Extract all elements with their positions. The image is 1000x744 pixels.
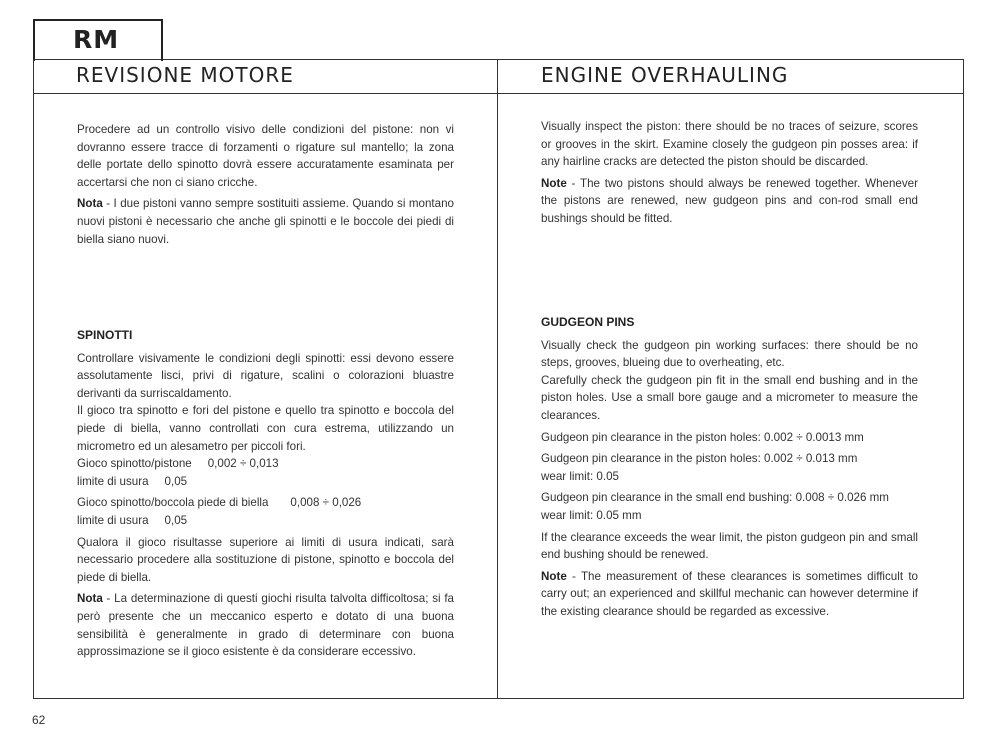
right-check-paragraph: Visually check the gudgeon pin working surfaces: there should be no steps, grooves, blueing due to overheating, etc. (541, 338, 918, 370)
right-note-paragraph (541, 175, 918, 228)
right-fit-paragraph: Carefully check the gudgeon pin fit in the small end bushing and in the piston holes. Use a small bore gauge and a micrometer to measure the clearances. (541, 373, 918, 422)
left-nota2-text: - La determinazione di questi giochi risulta talvolta difficoltosa; si fa però presente che un meccanico esperto e dotato di una buona sensibilità è generalmente in grado di determinare con buona approssimazione se il gioco esistente è da considerare eccessivo. (77, 592, 454, 659)
left-nota-text: - I due pistoni vanno sempre sostituiti assieme. Quando si montano nuovi pistoni è necessario che anche gli spinotti e le boccole dei piedi di biella siano nuovi. (77, 197, 454, 246)
left-column-top (77, 121, 454, 252)
section-code: RM (73, 25, 120, 54)
right-note2-text: - The measurement of these clearances is sometimes difficult to carry out; an experienced and skillful mechanic can however determine if the existing clearance should be regarded as excessive. (541, 569, 918, 618)
right-column-title: ENGINE OVERHAULING (541, 63, 789, 87)
left-nota-label: Nota (77, 197, 103, 211)
left-subheading: SPINOTTI (77, 328, 133, 342)
left-spec1-value: 0,002 ÷ 0,013 (207, 457, 279, 471)
left-clearance-paragraph: Il gioco tra spinotto e fori del pistone e quello tra spinotto e boccola del piede di biella, vanno controllati con cura estrema, utilizzando un micrometro ed un alesametro per piccoli fori. (77, 404, 454, 453)
left-spec2-limit-value: 0,05 (164, 513, 188, 527)
left-spec2-label: Gioco spinotto/boccola piede di biella (77, 496, 269, 510)
right-exceed-paragraph: If the clearance exceeds the wear limit, the piston gudgeon pin and small end bushing should be renewed. (541, 530, 918, 562)
right-subheading: GUDGEON PINS (541, 315, 635, 329)
right-spec3-limit: wear limit: 0.05 mm (541, 508, 642, 522)
right-spec2-limit: wear limit: 0.05 (541, 469, 619, 483)
left-spec2-row (77, 494, 454, 512)
right-column-bottom (541, 314, 918, 625)
left-nota2-label: Nota (77, 592, 103, 606)
left-check-paragraph: Controllare visivamente le condizioni degli spinotti: essi devono essere assolutamente lisci, privi di rigature, scalini o colorazioni bluastre derivanti da surriscaldamento. (77, 351, 454, 400)
left-spec1-limit-label: limite di usura (77, 474, 149, 488)
right-note2-paragraph (541, 568, 918, 621)
left-column-bottom (77, 327, 454, 665)
right-spec1-paragraph: Gudgeon pin clearance in the piston holes: 0.002 ÷ 0.0013 mm (541, 430, 864, 444)
right-note-label: Note (541, 176, 567, 190)
section-tab (33, 19, 163, 61)
left-spec1-label: Gioco spinotto/pistone (77, 457, 192, 471)
left-spec1-limit-row (77, 473, 454, 491)
right-intro-paragraph: Visually inspect the piston: there should be no traces of seizure, scores or grooves in the skirt. Examine closely the gudgeon pin posses area: if any hairline cracks are detected the piston should be discarded. (541, 120, 918, 169)
left-column-title: REVISIONE MOTORE (76, 63, 294, 87)
left-intro-paragraph: Procedere ad un controllo visivo delle condizioni del pistone: non vi dovranno essere tracce di forzamenti o rigature sul mantello; la zona delle portate dello spinotto dovrà essere accuratamente esaminata per accertarsi che non ci siano cricche. (77, 123, 454, 189)
page-number: 62 (32, 713, 46, 727)
right-note2-label: Note (541, 569, 567, 583)
left-spec-block-2 (77, 494, 454, 529)
left-spec1-limit-value: 0,05 (164, 474, 188, 488)
left-exceed-paragraph: Qualora il gioco risultasse superiore ai limiti di usura indicati, sarà necessario procedere alla sostituzione di pistone, spinotto e boccola del piede di biella. (77, 535, 454, 584)
left-spec1-row (77, 455, 454, 473)
right-spec3-paragraph: Gudgeon pin clearance in the small end bushing: 0.008 ÷ 0.026 mm (541, 491, 889, 505)
right-spec2-paragraph: Gudgeon pin clearance in the piston holes: 0.002 ÷ 0.013 mm (541, 452, 858, 466)
left-nota2-paragraph (77, 590, 454, 660)
right-note-text: - The two pistons should always be renewed together. Whenever the pistons are renewed, new gudgeon pins and con-rod small end bushings should be fitted. (541, 176, 918, 225)
header-divider (33, 93, 964, 94)
column-divider (497, 59, 498, 699)
left-spec2-limit-label: limite di usura (77, 513, 149, 527)
left-spec2-value: 0,008 ÷ 0,026 (290, 496, 362, 510)
left-spec-block-1 (77, 455, 454, 490)
left-spec2-limit-row (77, 512, 454, 530)
left-nota-paragraph (77, 195, 454, 248)
right-column-top (541, 118, 918, 232)
